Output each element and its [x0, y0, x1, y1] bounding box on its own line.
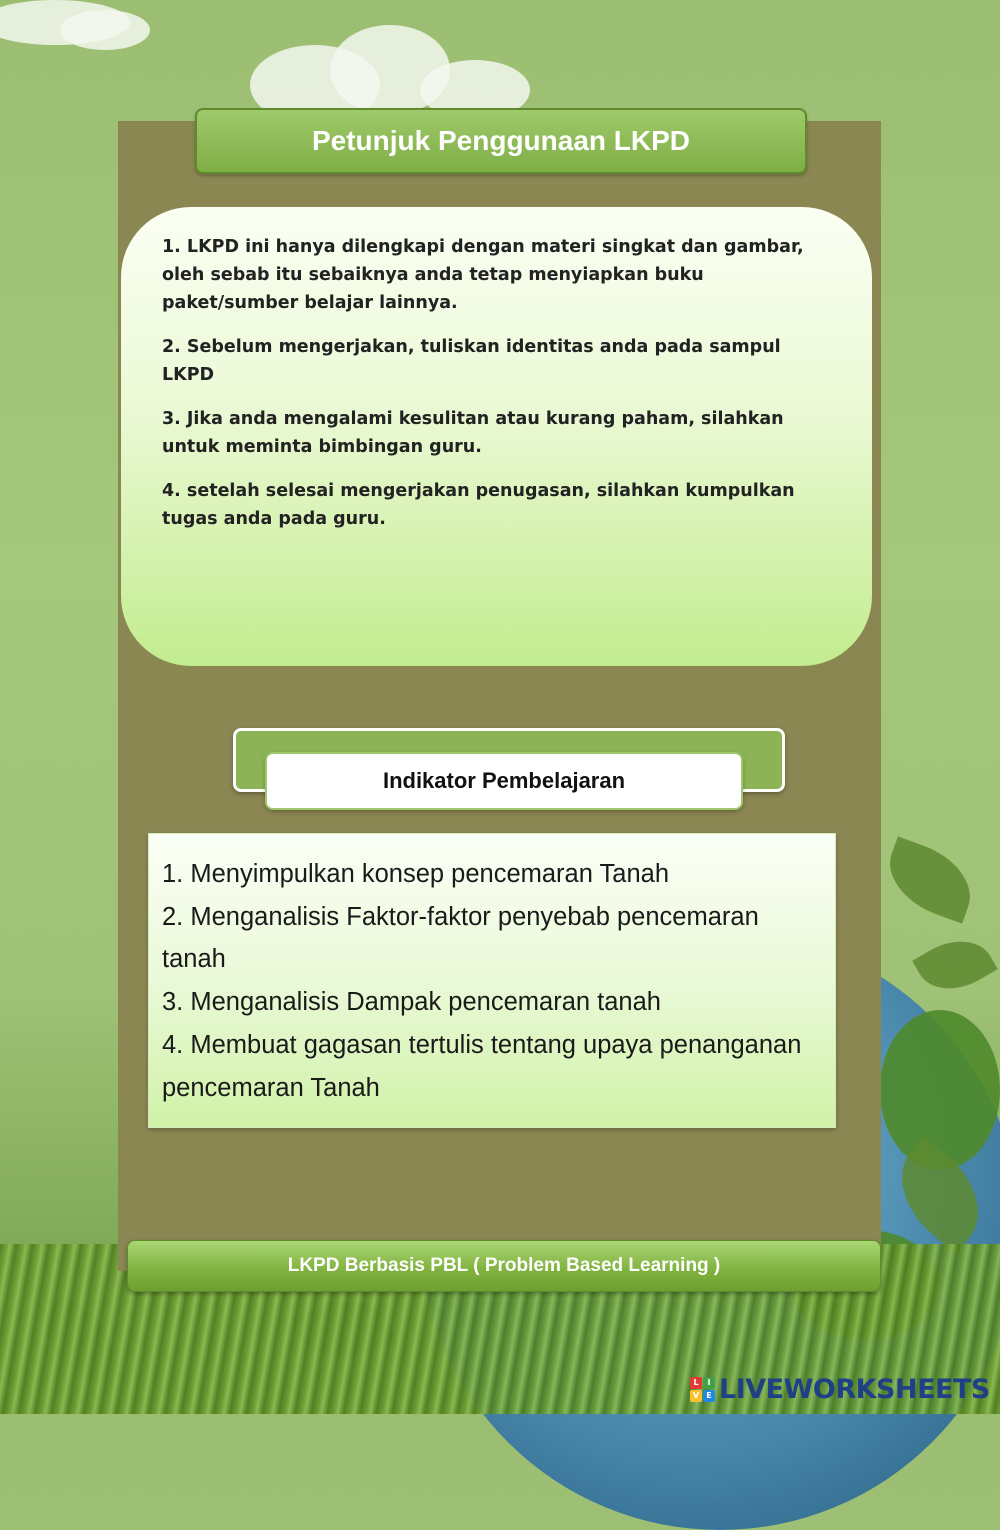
instruction-item: 4. setelah selesai mengerjakan penugasan, silahkan kumpulkan tugas anda pada guru. — [162, 481, 795, 529]
footer-label: LKPD Berbasis PBL ( Problem Based Learning ) — [127, 1240, 881, 1292]
instruction-item: 2. Sebelum mengerjakan, tuliskan identitas anda pada sampul LKPD — [162, 337, 781, 385]
instruction-item: 3. Jika anda mengalami kesulitan atau kurang paham, silahkan untuk meminta bimbingan guru. — [162, 409, 784, 457]
logo-letter: I — [703, 1377, 715, 1389]
indicator-item: 3. Menganalisis Dampak pencemaran tanah — [162, 988, 661, 1017]
indicator-title: Indikator Pembelajaran — [265, 752, 743, 810]
liveworksheets-icon — [690, 1377, 715, 1402]
logo-letter: L — [690, 1377, 702, 1389]
brand-name: LIVEWORKSHEETS — [719, 1373, 990, 1405]
logo-letter: E — [703, 1390, 715, 1402]
logo-letter: V — [690, 1390, 702, 1402]
indicator-item: 4. Membuat gagasan tertulis tentang upaya penanganan pencemaran Tanah — [162, 1030, 802, 1102]
indicator-list — [148, 833, 836, 1128]
indicator-item: 2. Menganalisis Faktor-faktor penyebab pencemaran tanah — [162, 902, 759, 974]
liveworksheets-logo — [690, 1372, 990, 1406]
cloud-shape — [60, 10, 150, 50]
indicator-item: 1. Menyimpulkan konsep pencemaran Tanah — [162, 860, 670, 888]
leaf-shape — [877, 836, 982, 923]
instruction-item: 1. LKPD ini hanya dilengkapi dengan materi singkat dan gambar, oleh sebab itu sebaiknya anda tetap menyiapkan buku paket/sumber belajar lainnya. — [162, 237, 804, 313]
page-title: Petunjuk Penggunaan LKPD — [195, 108, 807, 174]
leaf-shape — [912, 926, 998, 1004]
globe-land-shape — [880, 1010, 1000, 1170]
instructions-box — [121, 207, 872, 666]
